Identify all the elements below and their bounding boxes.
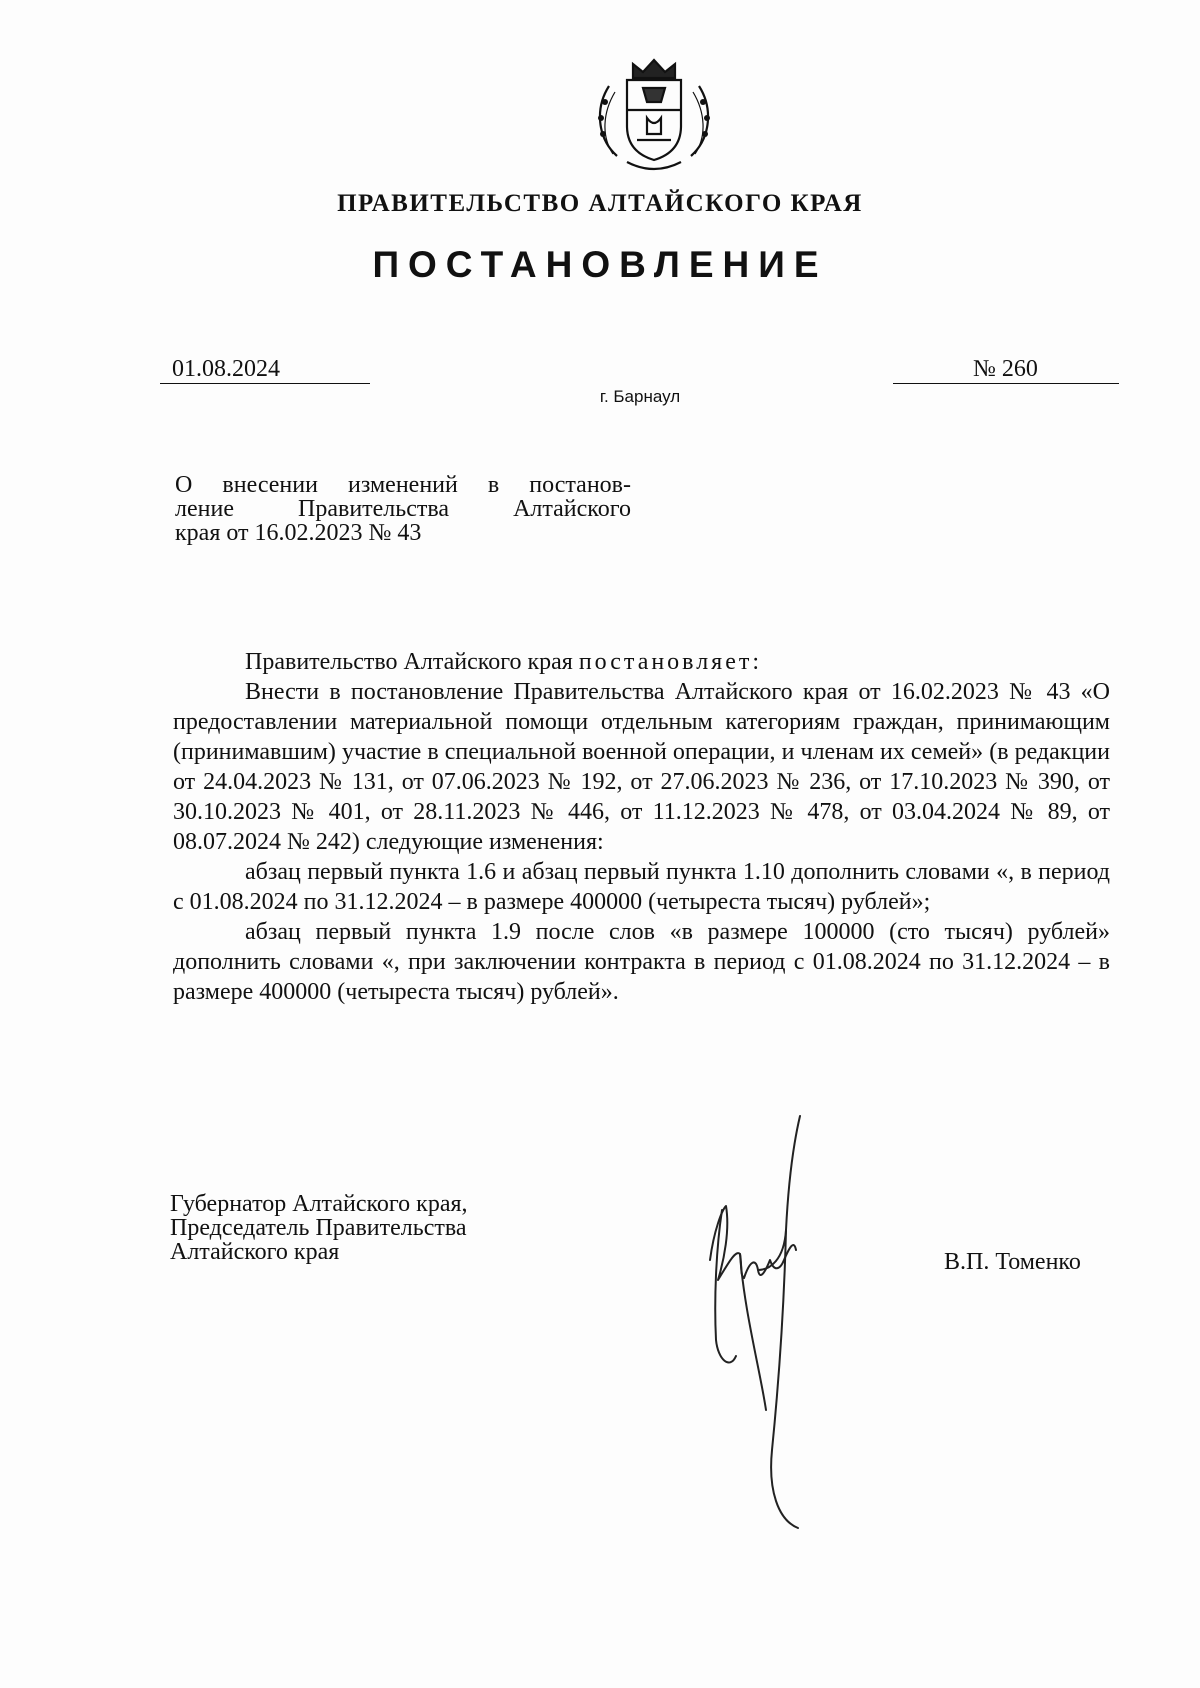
government-title: ПРАВИТЕЛЬСТВО АЛТАЙСКОГО КРАЯ (337, 190, 863, 217)
body-paragraph: абзац первый пункта 1.6 и абзац первый пункта 1.10 дополнить словами «, в период с 01.08.2024 по 31.12.2024 – в размере 400000 (четыреста тысяч) рублей»; (173, 859, 1110, 915)
document-date-field (160, 355, 370, 384)
signatory-position (170, 1192, 550, 1264)
document-date: 01.08.2024 (172, 356, 280, 382)
handwritten-signature-icon (700, 1110, 840, 1530)
coat-of-arms-icon (587, 58, 721, 174)
intro-prefix: Правительство Алтайского края (245, 649, 579, 675)
body-paragraph: Внести в постановление Правительства Алтайского края от 16.02.2023 № 43 «О предоставлении материальной помощи отдельным категориям граждан, принимающим (принимавшим) участие в специальной военной операции, и членам их семей» (в редакции от 24.04.2023 № 131, от 07.06.2023 № 192, от 27.06.2023 № 236, от 17.10.2023 № 390, от 30.10.2023 № 401, от 28.11.2023 № 446, от 11.12.2023 № 478, от 03.04.2024 № 89, от 08.07.2024 № 242) следующие изменения: (173, 679, 1110, 855)
position-line: Губернатор Алтайского края, (170, 1191, 468, 1217)
signer-name: В.П. Томенко (944, 1249, 1081, 1275)
document-type-title: ПОСТАНОВЛЕНИЕ (372, 244, 828, 285)
subject-line: ление Правительства Алтайского (175, 496, 631, 522)
document-city: г. Барнаул (599, 387, 681, 406)
document-number-field (893, 355, 1119, 384)
intro-keyword: постановляет: (578, 649, 763, 675)
position-line: Алтайского края (170, 1239, 340, 1265)
document-number: № 260 (973, 356, 1038, 382)
body-paragraph: абзац первый пункта 1.9 после слов «в размере 100000 (сто тысяч) рублей» дополнить словами «, при заключении контракта в период с 01.08.2024 по 31.12.2024 – в размере 400000 (четыреста тысяч) рублей». (173, 919, 1110, 1005)
document-body (173, 647, 1110, 1007)
document-subject (175, 473, 631, 545)
subject-line: края от 16.02.2023 № 43 (175, 520, 422, 546)
body-intro (173, 647, 1110, 677)
subject-line: О внесении изменений в постанов- (175, 472, 631, 498)
position-line: Председатель Правительства (170, 1215, 467, 1241)
